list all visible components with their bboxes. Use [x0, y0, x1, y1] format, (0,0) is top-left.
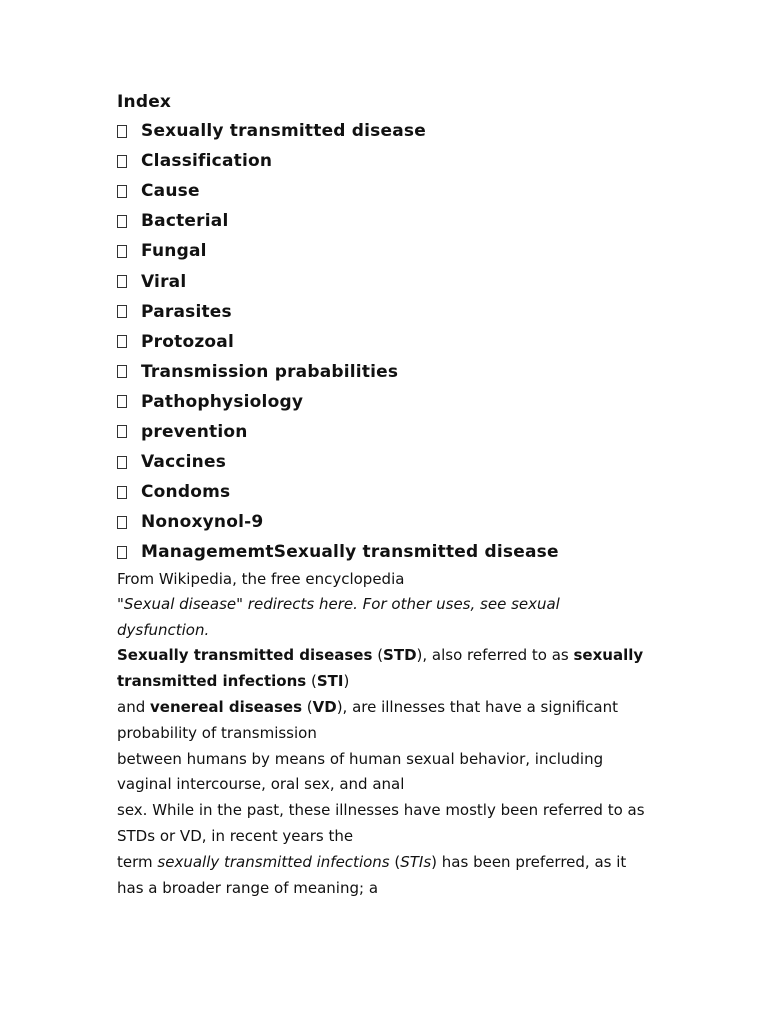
abbr-stis: STIs — [400, 852, 432, 871]
checkbox-bullet-icon — [117, 395, 127, 408]
index-item-pathophysiology[interactable]: Pathophysiology — [117, 387, 677, 417]
checkbox-bullet-icon — [117, 125, 127, 138]
article-paragraph-1: Sexually transmitted diseases (STD), also referred to as sexually transmitted infections (STI) — [117, 646, 644, 691]
checkbox-bullet-icon — [117, 245, 127, 258]
index-item-cause[interactable]: Cause — [117, 176, 677, 206]
index-item-viral[interactable]: Viral — [117, 266, 677, 296]
abbr-vd: VD — [312, 698, 337, 716]
checkbox-bullet-icon — [117, 546, 127, 559]
checkbox-bullet-icon — [117, 516, 127, 529]
checkbox-bullet-icon — [117, 365, 127, 378]
abbr-std: STD — [383, 646, 417, 665]
checkbox-bullet-icon — [117, 155, 127, 168]
checkbox-bullet-icon — [117, 275, 127, 288]
article-paragraph-4: sex. While in the past, these illnesses have mostly been referred to as STDs or VD, in recent years the — [117, 801, 645, 845]
index-item-parasites[interactable]: Parasites — [117, 297, 677, 327]
index-item-protozoal[interactable]: Protozoal — [117, 327, 677, 357]
checkbox-bullet-icon — [117, 215, 127, 228]
term-std: Sexually transmitted diseases — [117, 646, 373, 665]
abbr-sti: STI — [316, 672, 344, 691]
term-sti: sexually transmitted infections — [117, 646, 644, 691]
index-list — [117, 116, 677, 567]
article-paragraph-2: and venereal diseases (VD), are illnesses that have a significant probability of transmission — [117, 698, 618, 742]
index-item-condoms[interactable]: Condoms — [117, 477, 677, 507]
index-item-transmission-probabilities[interactable]: Transmission prababilities — [117, 357, 677, 387]
index-item-fungal[interactable]: Fungal — [117, 236, 677, 266]
index-item-management[interactable]: ManagememtSexually transmitted disease — [117, 537, 677, 567]
term-vd: venereal diseases — [150, 698, 302, 716]
index-item-classification[interactable]: Classification — [117, 146, 677, 176]
index-heading: Index — [117, 92, 172, 112]
checkbox-bullet-icon — [117, 305, 127, 318]
article-paragraph-5: term sexually transmitted infections (STIs) has been preferred, as it has a broader range of meaning; a — [117, 852, 627, 897]
index-item-vaccines[interactable]: Vaccines — [117, 447, 677, 477]
checkbox-bullet-icon — [117, 486, 127, 499]
checkbox-bullet-icon — [117, 456, 127, 469]
index-item-prevention[interactable]: prevention — [117, 417, 677, 447]
article-source: From Wikipedia, the free encyclopedia — [117, 570, 405, 589]
checkbox-bullet-icon — [117, 335, 127, 348]
term-stis: sexually transmitted infections — [157, 852, 390, 871]
checkbox-bullet-icon — [117, 425, 127, 438]
index-item-bacterial[interactable]: Bacterial — [117, 206, 677, 236]
index-item-sexually-transmitted-disease[interactable]: Sexually transmitted disease — [117, 116, 677, 146]
index-item-nonoxynol-9[interactable]: Nonoxynol-9 — [117, 507, 677, 537]
document-content — [117, 88, 677, 901]
checkbox-bullet-icon — [117, 185, 127, 198]
redirect-note: "Sexual disease" redirects here. For other uses, see sexual dysfunction. — [117, 595, 560, 639]
article-paragraph-3: between humans by means of human sexual behavior, including vaginal intercourse, oral sex, and anal — [117, 749, 604, 794]
